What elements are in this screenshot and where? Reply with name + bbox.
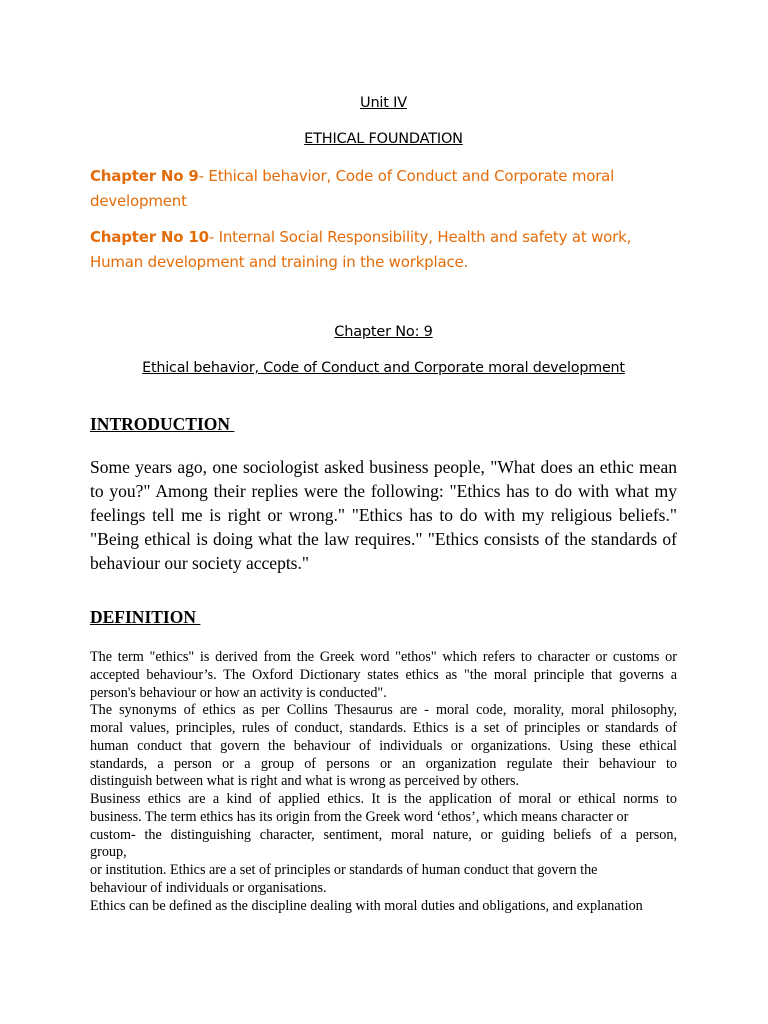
definition-line: custom- the distinguishing character, sentiment, moral nature, or guiding beliefs of a person, bbox=[90, 826, 677, 843]
unit-title: Unit IV bbox=[360, 95, 407, 111]
introduction-paragraph: Some years ago, one sociologist asked business people, "What does an ethic mean to you?" Among their replies were the following: "Ethics has to do with what my feelings tell me is right or wrong." "Ethics has to do with my religious beliefs." "Being ethical is doing what the law requires." "Ethics consists of the standards of behaviour our society accepts." bbox=[90, 457, 677, 573]
definition-line: The term "ethics" is derived from the Greek word "ethos" which refers to character or customs or bbox=[90, 649, 677, 665]
chapter-10-description: - Internal Social Responsibility, Health and safety at work, Human development and training in the workplace. bbox=[90, 228, 632, 271]
definition-line: The synonyms of ethics as per Collins Thesaurus are - moral code, morality, moral philosophy, bbox=[90, 702, 677, 719]
introduction-heading: INTRODUCTION bbox=[90, 414, 235, 434]
definition-line: business. The term ethics has its origin from the Greek word ‘ethos’, which means character or bbox=[90, 808, 629, 825]
section-title: ETHICAL FOUNDATION bbox=[304, 131, 463, 147]
definition-body bbox=[90, 649, 677, 915]
chapter-9-summary bbox=[90, 164, 677, 214]
chapter-9-label: Chapter No 9 bbox=[90, 167, 199, 185]
definition-line: human conduct that govern the behaviour of individuals or organizations. Using these ethical bbox=[90, 737, 677, 754]
chapter-10-summary bbox=[90, 225, 677, 275]
definition-line: Business ethics are a kind of applied ethics. It is the application of moral or ethical norms to bbox=[90, 791, 677, 807]
definition-line: moral values, principles, rules of conduct, standards. Ethics is a set of principles or standards of bbox=[90, 720, 677, 736]
definition-heading: DEFINITION bbox=[90, 607, 201, 627]
definition-line: distinguish between what is right and what is wrong as perceived by others. bbox=[90, 773, 520, 790]
chapter-number-heading: Chapter No: 9 bbox=[334, 324, 433, 340]
definition-line: Ethics can be defined as the discipline dealing with moral duties and obligations, and explanation bbox=[90, 897, 643, 914]
chapter-10-label: Chapter No 10 bbox=[90, 228, 209, 246]
definition-line: person's behaviour or how an activity is conducted". bbox=[90, 684, 387, 701]
definition-line: accepted behaviour’s. The Oxford Dictionary states ethics as "the moral principle that governs a bbox=[90, 666, 677, 683]
chapter-9-description: - Ethical behavior, Code of Conduct and Corporate moral development bbox=[90, 167, 615, 210]
definition-line: group, bbox=[90, 844, 127, 861]
definition-line: or institution. Ethics are a set of principles or standards of human conduct that govern the bbox=[90, 862, 598, 878]
definition-line: behaviour of individuals or organisations. bbox=[90, 879, 327, 896]
chapter-title-heading: Ethical behavior, Code of Conduct and Corporate moral development bbox=[142, 360, 625, 376]
definition-line: standards, a person or a group of persons or an organization regulate their behaviour to bbox=[90, 755, 677, 772]
